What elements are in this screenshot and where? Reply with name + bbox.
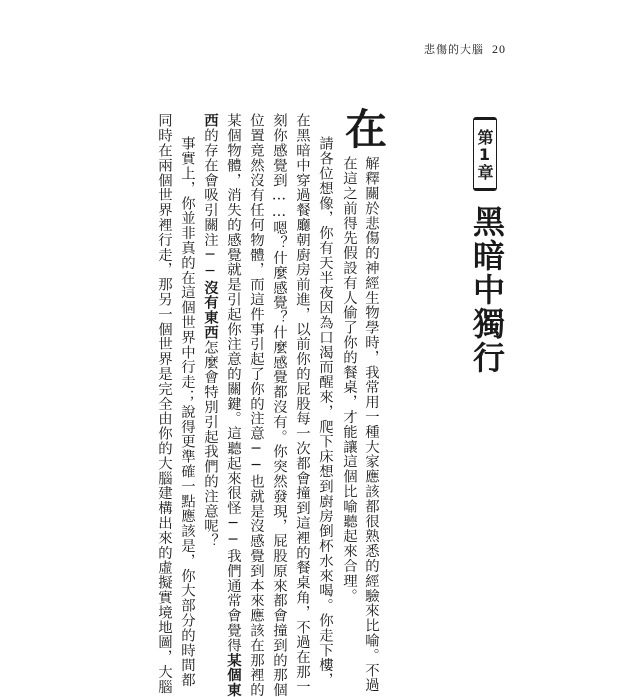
text-column-4: 在黑暗中穿過餐廳朝廚房前進，以前你的屁股每一次都會撞到這裡的餐桌角，不過在那一 [294,113,310,695]
chapter-badge: 第1章 [473,117,497,191]
chapter-title: 黑暗中獨行 [468,205,506,375]
running-header [424,41,506,57]
text-column-9: 事實上，你並非真的在這個世界中行走；說得更準確一點應該是，你大部分的時間都 [179,136,195,688]
text-column-2: 在這之前得先假設有人偷了你的餐桌，才能讓這個比喻聽起來合理。 [341,156,357,603]
bold-run: 某個東 [225,652,241,697]
bold-run: 沒有東西 [202,280,218,340]
running-title: 悲傷的大腦 [424,43,484,56]
text-column-8 [199,113,221,548]
drop-cap: 在 [344,105,387,154]
text-column-1: 解釋關於悲傷的神經生物學時，我常用一種大家應該都很熟悉的經驗來比喻。不過 [363,156,379,693]
text-column-5: 刻你感覺到……嗯？什麼感覺？什麼感覺都沒有。你突然發現，屁股原來都會撞到的那個 [271,113,287,697]
text-column-3: 請各位想像，你有天半夜因為口渴而醒來，爬下床想到廚房倒杯水來喝。你走下樓， [317,136,333,688]
text-run: 某個物體，消失的感覺就是引起你注意的關鍵。這聽起來很怪──我們通常會覺得 [225,113,241,653]
page-number: 20 [492,42,506,56]
text-column-7 [222,113,244,697]
text-column-10: 同時在兩個世界裡行走，那另一個世界是完全由你的大腦建構出來的虛擬實境地圖，大腦 [156,113,172,695]
text-run: 的存在會吸引關注── [202,127,218,281]
text-column-6: 位置竟然沒有任何物體，而這件事引起了你的注意──也就是沒感覺到本來應該在那裡的 [248,113,264,697]
text-run: 怎麼會特別引起我們的注意呢？ [202,339,218,549]
bold-run: 西 [202,113,218,128]
